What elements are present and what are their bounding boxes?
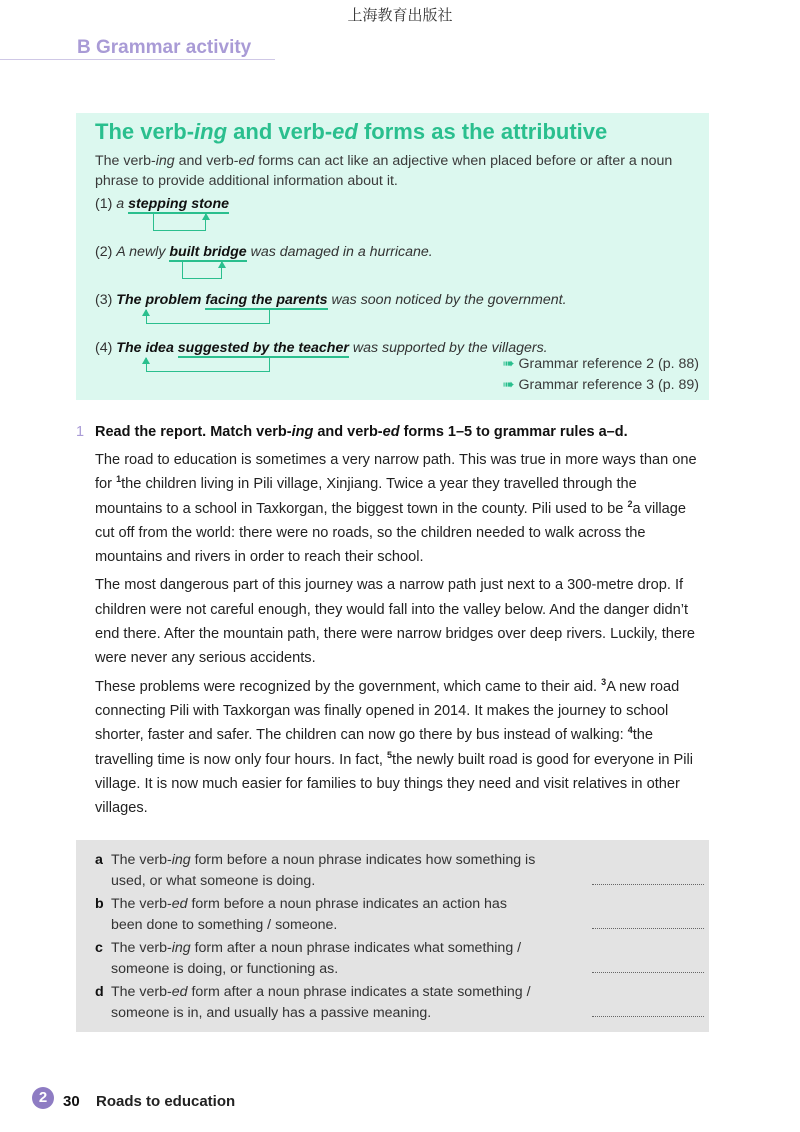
example-4: (4) The idea suggested by the teacher was supported by the villagers. bbox=[95, 340, 548, 356]
example-1-arrow bbox=[153, 214, 206, 231]
rule-d: d The verb-ed form after a noun phrase indicates a state something / someone is in, and usually has a passive meaning. bbox=[95, 982, 695, 1023]
grammar-reference-link[interactable]: ➠ Grammar reference 2 (p. 88) bbox=[502, 356, 699, 372]
example-3-arrow bbox=[146, 310, 270, 324]
example-4-arrowhead bbox=[142, 357, 150, 364]
question-instruction: Read the report. Match verb-ing and verb-ed forms 1–5 to grammar rules a–d. bbox=[95, 424, 628, 440]
question-number: 1 bbox=[76, 424, 85, 440]
report-text bbox=[95, 448, 705, 824]
unit-title: Roads to education bbox=[96, 1093, 236, 1110]
report-paragraph: The most dangerous part of this journey was a narrow path just next to a 300-metre drop. If children were not careful enough, they would fall into the valley below. And the danger didn’t end there. After the mountain path, there were narrow bridges over deep rivers. Luckily, there were never any serious accidents. bbox=[95, 577, 696, 667]
grammar-box-title: The verb-ing and verb-ed forms as the attributive bbox=[95, 119, 608, 144]
right-arrow-icon: ➠ bbox=[502, 356, 515, 372]
example-1: (1) a stepping stone bbox=[95, 196, 230, 212]
rule-b: b The verb-ed form before a noun phrase indicates an action has been done to something / someone. bbox=[95, 894, 695, 935]
rule-c: c The verb-ing form after a noun phrase indicates what something / someone is doing, or functioning as. bbox=[95, 938, 695, 979]
section-title: B Grammar activity bbox=[77, 37, 252, 58]
grammar-reference-link[interactable]: ➠ Grammar reference 3 (p. 89) bbox=[502, 377, 699, 393]
grammar-box-intro: The verb-ing and verb-ed forms can act like an adjective when placed before or after a noun phrase to provide additional information about it. bbox=[95, 153, 673, 189]
section-divider bbox=[0, 59, 275, 60]
example-3: (3) The problem facing the parents was soon noticed by the government. bbox=[95, 292, 567, 308]
unit-badge: 2 bbox=[32, 1087, 54, 1109]
report-paragraph: These problems were recognized by the government, which came to their aid. $^3$A new road connecting Pili with Taxkorgan was finally opened in 2014. It makes the journey to school shorter, faster and safer. The children can now go there by bus instead of walking: $^4$the travelling time is now only four hours. In fact, $^5$the newly built road is good for everyone in Pili village. It is now much easier for families to buy things they need and visit relatives in other villages. bbox=[95, 676, 693, 817]
example-4-arrow bbox=[146, 358, 270, 372]
example-2-arrowhead bbox=[218, 261, 226, 268]
example-3-arrowhead bbox=[142, 309, 150, 316]
answer-blank[interactable] bbox=[592, 1016, 704, 1017]
report-paragraph: The road to education is sometimes a very narrow path. This was true in more ways than one for $^1$the children living in Pili village, Xinjiang. Twice a year they travelled through the mountains to a school in Taxkorgan, the biggest town in the county. Pili used to be $^2$a village cut off from the world: there were no roads, so the children needed to walk across the mountains and rivers in order to reach their school. bbox=[95, 452, 697, 566]
example-2: (2) A newly built bridge was damaged in a hurricane. bbox=[95, 244, 433, 260]
right-arrow-icon: ➠ bbox=[502, 377, 515, 393]
answer-blank[interactable] bbox=[592, 928, 704, 929]
example-2-arrow bbox=[182, 262, 222, 279]
publisher-header: 上海教育出版社 bbox=[347, 6, 453, 24]
example-1-arrowhead bbox=[202, 213, 210, 220]
answer-blank[interactable] bbox=[592, 884, 704, 885]
answer-blank[interactable] bbox=[592, 972, 704, 973]
page-number: 30 bbox=[63, 1093, 80, 1110]
rule-a: a The verb-ing form before a noun phrase indicates how something is used, or what someone is doing. bbox=[95, 850, 695, 891]
grammar-rules-box bbox=[76, 840, 709, 1032]
grammar-box bbox=[76, 113, 709, 400]
